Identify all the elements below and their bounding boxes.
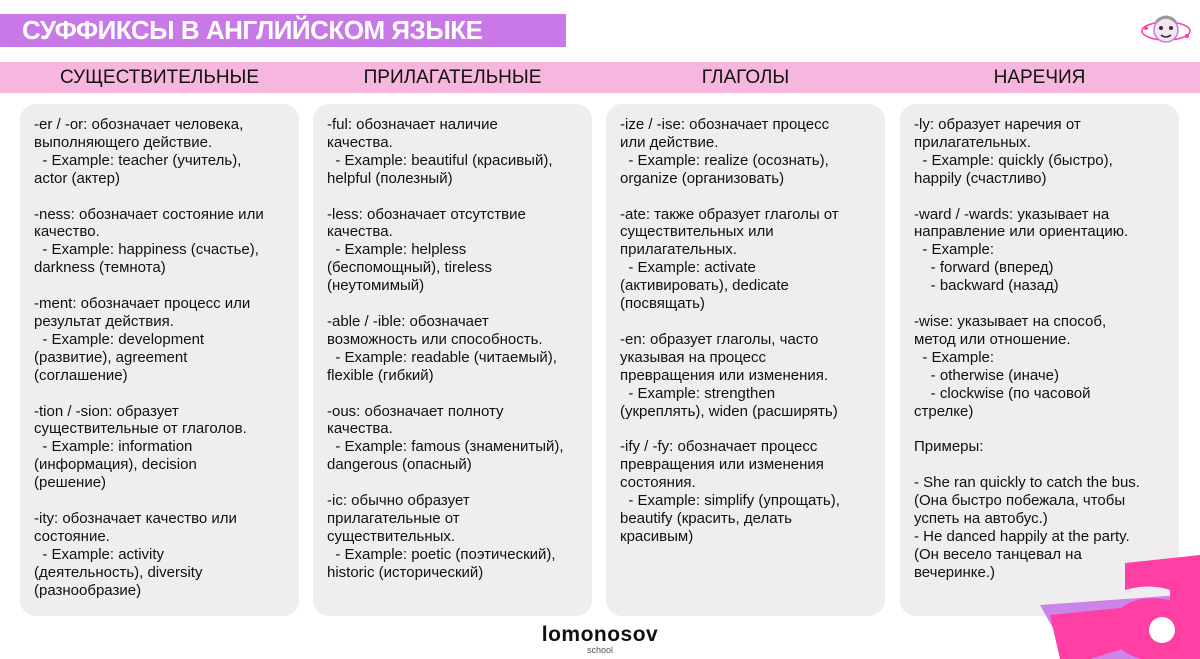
- card-adverbs: [900, 104, 1179, 616]
- logo-school: school: [586, 645, 613, 655]
- logo-lomonosov: lomonosov: [541, 623, 659, 646]
- mascot-face-icon: [1140, 8, 1192, 54]
- card-text: -er / -or: обозначает человека, выполняющего действие. - Example: teacher (учитель), actor (актер) -ness: обозначает состояние или качество. - Example: happiness (счастье), darkness (темнота) -ment: обозначает процесс или результат действия. - Example: development (развитие), agreement (соглашение) -tion / -sion: образует существительные от глаголов. - Example: information (информация), decision (решение) -ity: обозначает качество или состояние. - Example: activity (деятельность), diversity (разнообразие): [34, 116, 264, 599]
- card-verbs: [606, 104, 885, 616]
- card-adjectives: [313, 104, 592, 616]
- card-text: -ize / -ise: обозначает процесс или действие. - Example: realize (осознать), organize (организовать) -ate: также образует глаголы от существительных или прилагательных. - Example: activate (активировать), dedicate (посвящать) -en: образует глаголы, часто указывая на процесс превращения или изменения. - Example: strengthen (укреплять), widen (расширять) -ify / -fy: обозначает процесс превращения или изменения состояния. - Example: simplify (упрощать), beautify (красить, делать красивым): [620, 116, 840, 545]
- card-text: -ly: образует наречия от прилагательных. - Example: quickly (быстро), happily (счастливо) -ward / -wards: указывает на направление или ориентацию. - Example: - forward (вперед) - backward (назад) -wise: указывает на способ, метод или отношение. - Example: - otherwise (иначе) - clockwise (по часовой стрелке) Примеры: - She ran quickly to catch the bus. (Она быстро побежала, чтобы успеть на автобус.) - He danced happily at the party. (Он весело танцевал на вечеринке.): [914, 116, 1140, 581]
- card-text: -ful: обозначает наличие качества. - Example: beautiful (красивый), helpful (полезный) -less: обозначает отсутствие качества. - Example: helpless (беспомощный), tireless (неутомимый) -able / -ible: обозначает возможность или способность. - Example: readable (читаемый), flexible (гибкий) -ous: обозначает полноту качества. - Example: famous (знаменитый), dangerous (опасный) -ic: обычно образует прилагательные от существительных. - Example: poetic (поэтический), historic (исторический): [327, 116, 564, 581]
- page-title: СУФФИКСЫ В АНГЛИЙСКОМ ЯЗЫКЕ: [22, 15, 483, 45]
- column-heading-adjectives: ПРИЛАГАТЕЛЬНЫЕ: [363, 67, 542, 88]
- column-heading-verbs: ГЛАГОЛЫ: [701, 67, 790, 88]
- column-heading-adverbs: НАРЕЧИЯ: [993, 67, 1086, 88]
- column-heading-nouns: СУЩЕСТВИТЕЛЬНЫЕ: [59, 67, 260, 88]
- card-nouns: [20, 104, 299, 616]
